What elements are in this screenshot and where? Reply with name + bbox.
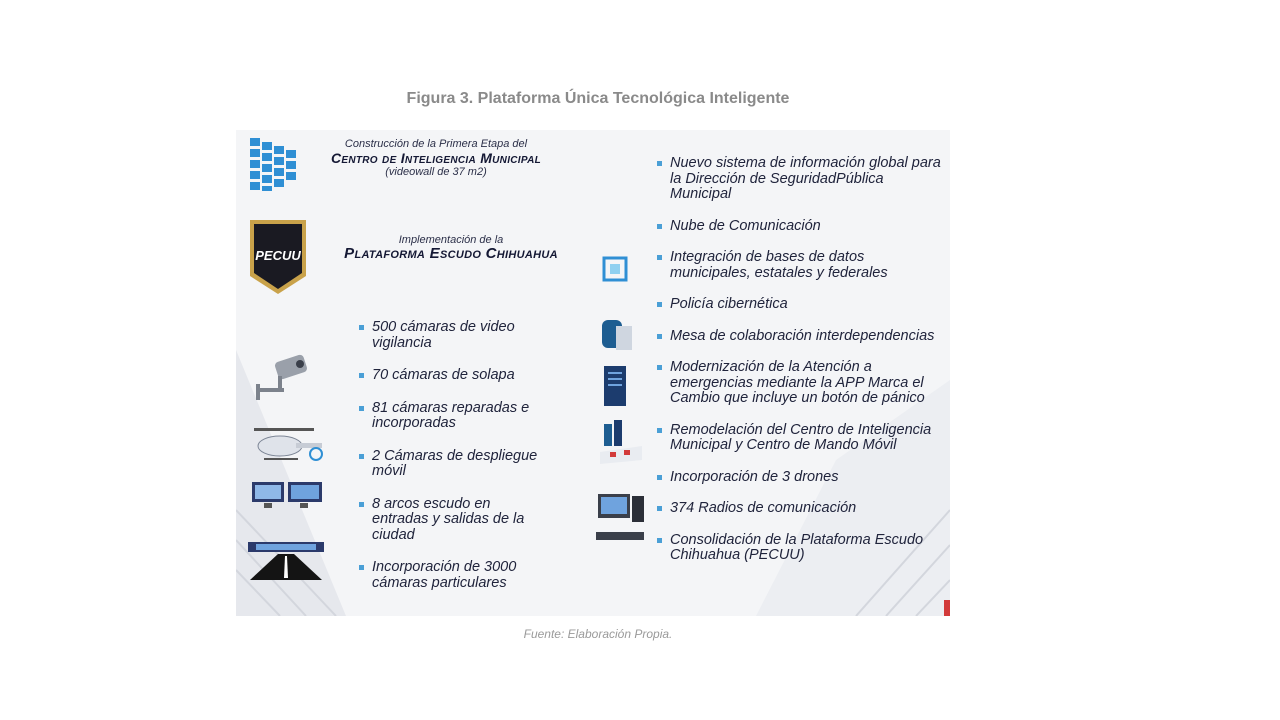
pecuu-badge-text: PECUU — [255, 248, 301, 263]
left-bullet-list — [358, 320, 548, 591]
figure-source: Fuente: Elaboración Propia. — [523, 627, 673, 641]
emergency-app-icon — [598, 420, 644, 466]
road-arch-icon — [246, 540, 326, 580]
security-camera-icon — [254, 352, 310, 404]
pecuu-shield-badge — [248, 218, 308, 296]
header-centro-title: Centro de Inteligencia Municipal — [330, 150, 542, 166]
right-bullet-list — [656, 156, 946, 564]
monitors-icon — [250, 480, 324, 510]
list-item: 70 cámaras de solapa — [358, 368, 548, 384]
list-item: 374 Radios de comunicación — [656, 501, 946, 517]
list-item: Integración de bases de datos municipales, estatales y federales — [656, 250, 946, 281]
header-plataforma — [316, 234, 586, 262]
header-plataforma-title: Plataforma Escudo Chihuahua — [344, 245, 558, 262]
list-item: 81 cámaras reparadas e incorporadas — [358, 401, 548, 432]
list-item: 2 Cámaras de despliegue móvil — [358, 449, 548, 480]
figure-caption: Figura 3. Plataforma Única Tecnológica Inteligente — [406, 90, 790, 107]
header-centro — [306, 138, 566, 178]
list-item: Mesa de colaboración interdependencias — [656, 329, 946, 345]
list-item: Incorporación de 3 drones — [656, 470, 946, 486]
list-item: 8 arcos escudo en entradas y salidas de la ciudad — [358, 497, 548, 544]
list-item: Nube de Comunicación — [656, 219, 946, 235]
list-item: 500 cámaras de video vigilancia — [358, 320, 548, 351]
cloud-network-icon — [600, 250, 632, 290]
header-centro-line1: Construcción de la Primera Etapa del — [344, 138, 528, 150]
list-item: Incorporación de 3000 cámaras particulares — [358, 560, 548, 591]
server-tower-icon — [602, 364, 628, 408]
database-icon — [600, 316, 634, 352]
header-centro-line3: (videowall de 37 m2) — [385, 166, 487, 178]
list-item: Nuevo sistema de información global para la Dirección de SeguridadPública Municipal — [656, 156, 946, 203]
list-item: Policía cibernética — [656, 297, 946, 313]
list-item: Remodelación del Centro de Inteligencia Municipal y Centro de Mando Móvil — [656, 423, 946, 454]
header-plataforma-line1: Implementación de la — [398, 234, 504, 246]
list-item: Modernización de la Atención a emergencias mediante la APP Marca el Cambio que incluye un botón de pánico — [656, 360, 946, 407]
videowall-grid-icon — [248, 136, 304, 192]
desktop-computer-icon — [594, 492, 648, 544]
infographic — [236, 130, 950, 616]
list-item: Consolidación de la Plataforma Escudo Chihuahua (PECUU) — [656, 533, 946, 564]
helicopter-icon — [250, 424, 326, 468]
